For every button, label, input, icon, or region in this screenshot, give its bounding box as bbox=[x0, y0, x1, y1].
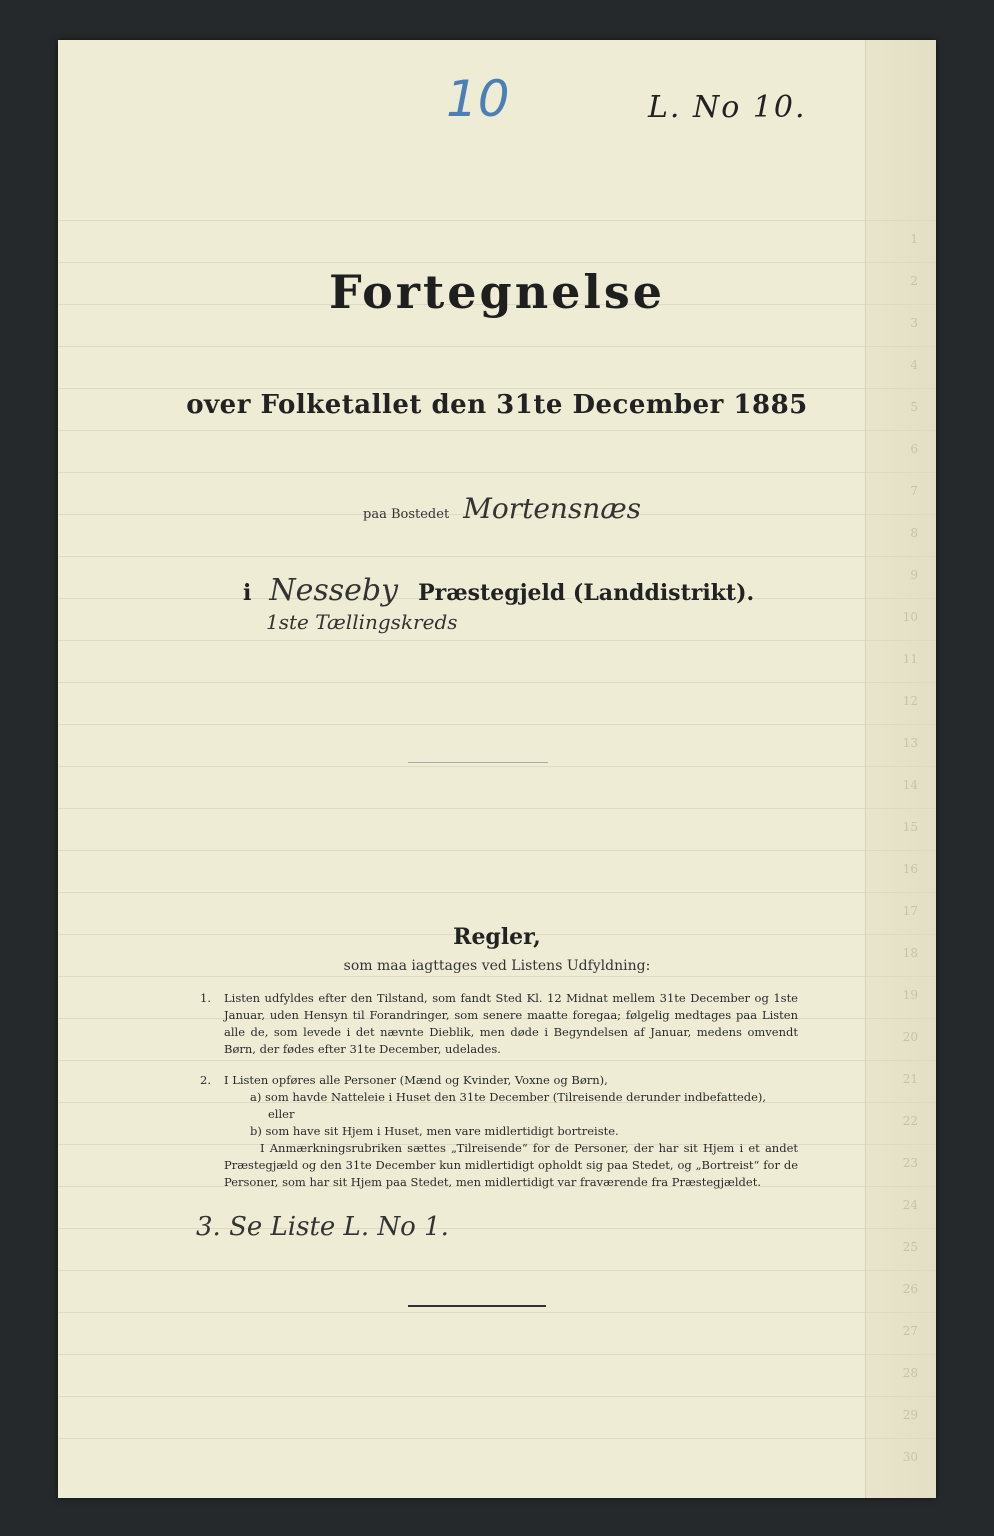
rule-2-eller: eller bbox=[268, 1107, 295, 1121]
rule-2 bbox=[200, 1072, 798, 1191]
ruled-line bbox=[58, 640, 936, 641]
ruled-line bbox=[58, 976, 936, 977]
margin-number: 15 bbox=[902, 820, 918, 834]
margin-number: 13 bbox=[902, 736, 918, 750]
ruled-line bbox=[58, 1312, 936, 1313]
margin-number: 24 bbox=[902, 1198, 918, 1212]
margin-number: 9 bbox=[910, 568, 918, 582]
margin-number: 2 bbox=[910, 274, 918, 288]
margin-number: 18 bbox=[902, 946, 918, 960]
form-subtitle: over Folketallet den 31te December 1885 bbox=[186, 390, 808, 420]
census-form-page bbox=[58, 40, 936, 1498]
margin-number: 8 bbox=[910, 526, 918, 540]
margin-number: 20 bbox=[902, 1030, 918, 1044]
margin-number: 11 bbox=[902, 652, 918, 666]
divider-upper bbox=[408, 762, 548, 763]
margin-number: 14 bbox=[902, 778, 918, 792]
ruled-line bbox=[58, 430, 936, 431]
margin-number: 23 bbox=[902, 1156, 918, 1170]
margin-number: 22 bbox=[902, 1114, 918, 1128]
residence-row bbox=[363, 492, 641, 525]
margin-number: 21 bbox=[902, 1072, 918, 1086]
ruled-line bbox=[58, 1228, 936, 1229]
ruled-line bbox=[58, 346, 936, 347]
ruled-line bbox=[58, 766, 936, 767]
form-title: Fortegnelse bbox=[328, 265, 666, 319]
margin-number: 19 bbox=[902, 988, 918, 1002]
residence-label: paa Bostedet bbox=[363, 507, 450, 522]
rules-list bbox=[200, 990, 798, 1205]
rule-2-number: 2. bbox=[200, 1073, 211, 1087]
ruled-line bbox=[58, 556, 936, 557]
ruled-line bbox=[58, 892, 936, 893]
margin-number: 5 bbox=[910, 400, 918, 414]
ruled-line bbox=[58, 1438, 936, 1439]
rule-2-b: b) som have sit Hjem i Huset, men vare midlertidigt bortreiste. bbox=[250, 1124, 619, 1138]
margin-number: 4 bbox=[910, 358, 918, 372]
parish-row bbox=[243, 573, 754, 608]
rules-subtitle: som maa iagttages ved Listens Udfyldning: bbox=[343, 958, 651, 974]
rule-2-intro: I Listen opføres alle Personer (Mænd og Kvinder, Voxne og Børn), bbox=[224, 1073, 608, 1087]
margin-number: 30 bbox=[902, 1450, 918, 1464]
rule-2-body bbox=[224, 1072, 798, 1191]
census-district: 1ste Tællingskreds bbox=[266, 610, 458, 634]
bleed-through-page-edge bbox=[865, 40, 936, 1498]
rule-3-handwritten: 3. Se Liste L. No 1. bbox=[196, 1212, 449, 1242]
margin-number: 1 bbox=[910, 232, 918, 246]
margin-number: 28 bbox=[902, 1366, 918, 1380]
margin-number: 29 bbox=[902, 1408, 918, 1422]
parish-name: Nesseby bbox=[269, 573, 399, 608]
ruled-line bbox=[58, 724, 936, 725]
margin-number: 6 bbox=[910, 442, 918, 456]
margin-number: 27 bbox=[902, 1324, 918, 1338]
ruled-line bbox=[58, 850, 936, 851]
rule-1-number: 1. bbox=[200, 991, 211, 1005]
divider-lower bbox=[408, 1305, 546, 1307]
margin-number: 25 bbox=[902, 1240, 918, 1254]
margin-number: 16 bbox=[902, 862, 918, 876]
ruled-line bbox=[58, 1270, 936, 1271]
sheet-number: 10 bbox=[446, 70, 510, 128]
rule-2-note: I Anmærkningsrubriken sættes „Tilreisende“ for de Personer, der har sit Hjem i et andet Præstegjæld og den 31te December kun midlertidigt opholdt sig paa Stedet, og „Bortreist“ for de Personer, som har sit Hjem paa Stedet, men midlertidigt var fraværende fra Præstegjældet. bbox=[224, 1141, 798, 1189]
rule-2-a: a) som havde Natteleie i Huset den 31te December (Tilreisende derunder indbefattede), bbox=[250, 1090, 767, 1104]
rules-title: Regler, bbox=[453, 924, 541, 950]
ruled-line bbox=[58, 808, 936, 809]
ruled-line bbox=[58, 262, 936, 263]
ruled-line bbox=[58, 1354, 936, 1355]
ruled-line bbox=[58, 472, 936, 473]
rule-1-text: Listen udfyldes efter den Tilstand, som fandt Sted Kl. 12 Midnat mellem 31te December og 1ste Januar, uden Hensyn til Forandringer, som senere maatte foregaa; følgelig medtages paa Listen alle de, som levede i det nævnte Dieblik, men døde i Begyndelsen af Januar, medens omvendt Børn, der fødes efter 31te December, udelades. bbox=[224, 991, 798, 1056]
residence-value: Mortensnæs bbox=[463, 492, 642, 525]
parish-prefix: i bbox=[243, 580, 252, 606]
reference-number: L. No 10. bbox=[648, 90, 807, 125]
ruled-line bbox=[58, 1396, 936, 1397]
parish-suffix: Præstegjeld (Landdistrikt). bbox=[418, 580, 755, 606]
margin-number: 26 bbox=[902, 1282, 918, 1296]
margin-number: 12 bbox=[902, 694, 918, 708]
margin-number: 3 bbox=[910, 316, 918, 330]
rule-1 bbox=[200, 990, 798, 1058]
ruled-line bbox=[58, 388, 936, 389]
margin-number: 17 bbox=[902, 904, 918, 918]
ruled-line bbox=[58, 682, 936, 683]
margin-number: 7 bbox=[910, 484, 918, 498]
ruled-line bbox=[58, 220, 936, 221]
margin-number: 10 bbox=[902, 610, 918, 624]
